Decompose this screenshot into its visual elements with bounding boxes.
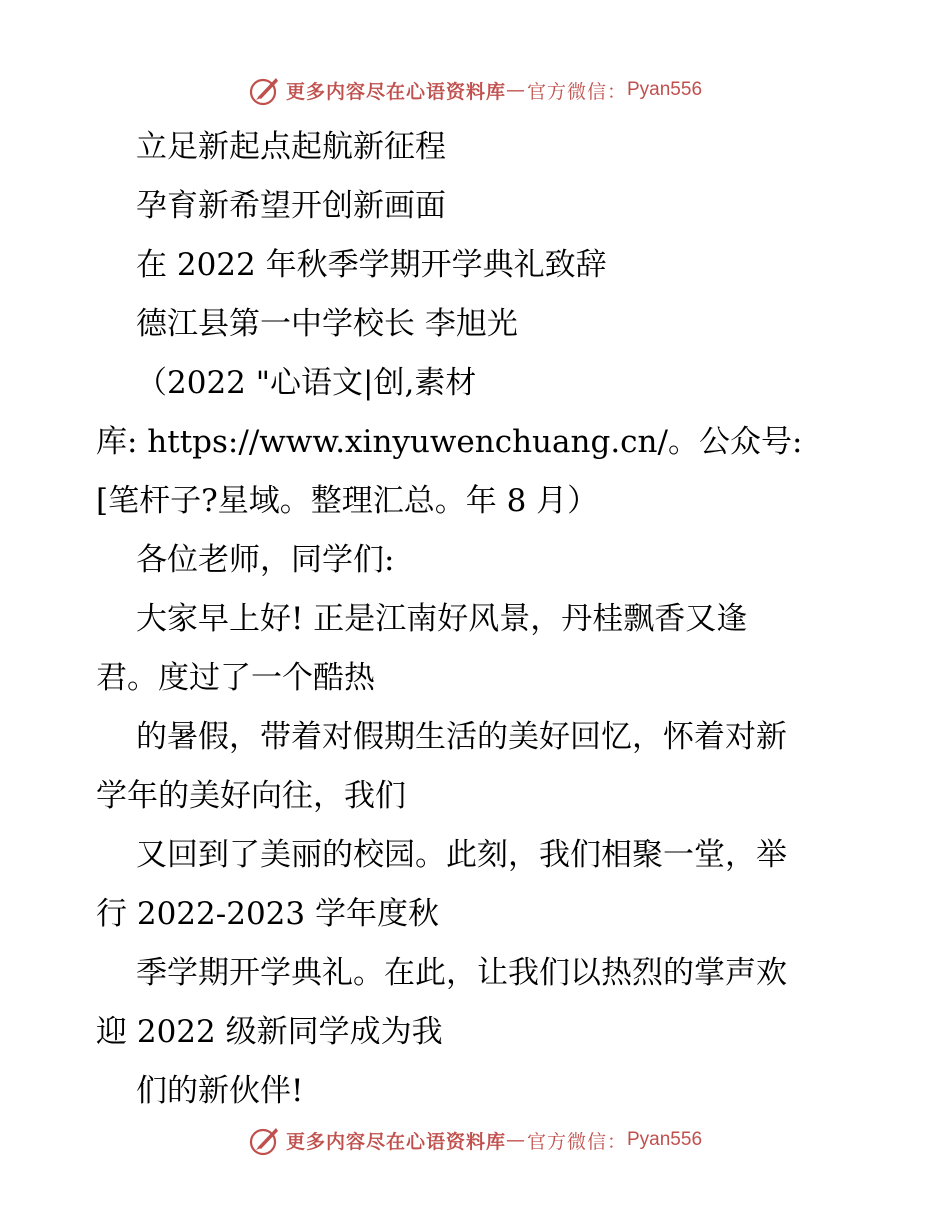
banner-brand-text: 更多内容尽在心语资料库	[285, 80, 506, 103]
banner-wechat-id: Pyan556	[627, 1129, 703, 1150]
doc-line: 孕育新希望开创新画面	[136, 188, 446, 224]
doc-line: 学年的美好向往，我们	[96, 778, 406, 814]
doc-line: 君。度过了一个酷热	[96, 660, 375, 696]
doc-line: [笔杆子?星域。整理汇总。年 8 月）	[96, 483, 599, 519]
doc-line: 又回到了美丽的校园。此刻，我们相聚一堂，举	[136, 837, 787, 873]
banner-dash: —	[505, 1129, 525, 1151]
doc-line: 德江县第一中学校长 李旭光	[136, 306, 518, 342]
banner-wechat-label: 官方微信：	[526, 1130, 627, 1153]
doc-line: 的暑假，带着对假期生活的美好回忆，怀着对新	[136, 719, 787, 755]
doc-line: 各位老师，同学们:	[136, 542, 395, 578]
doc-line: 行 2022-2023 学年度秋	[96, 896, 439, 932]
banner-wechat-label: 官方微信：	[526, 80, 627, 103]
banner-wechat-id: Pyan556	[627, 79, 703, 100]
banner-dash: —	[505, 79, 525, 101]
doc-line: 季学期开学典礼。在此，让我们以热烈的掌声欢	[136, 955, 787, 991]
quill-logo-icon	[248, 73, 282, 107]
document-body	[96, 118, 866, 1121]
quill-logo-icon	[248, 1123, 282, 1157]
doc-line: 们的新伙伴!	[136, 1073, 304, 1109]
footer-banner	[0, 1120, 950, 1160]
doc-line: 立足新起点起航新征程	[136, 129, 446, 165]
doc-line: 库: https://www.xinyuwenchuang.cn/。公众号:	[96, 424, 803, 460]
doc-line: 迎 2022 级新同学成为我	[96, 1014, 443, 1050]
doc-line: 大家早上好! 正是江南好风景，丹桂飘香又逢	[136, 601, 748, 637]
doc-line: 在 2022 年秋季学期开学典礼致辞	[136, 247, 607, 283]
banner-brand-text: 更多内容尽在心语资料库	[285, 1130, 506, 1153]
header-banner	[0, 70, 950, 110]
doc-line: （2022 "心语文|创,素材	[136, 365, 477, 401]
